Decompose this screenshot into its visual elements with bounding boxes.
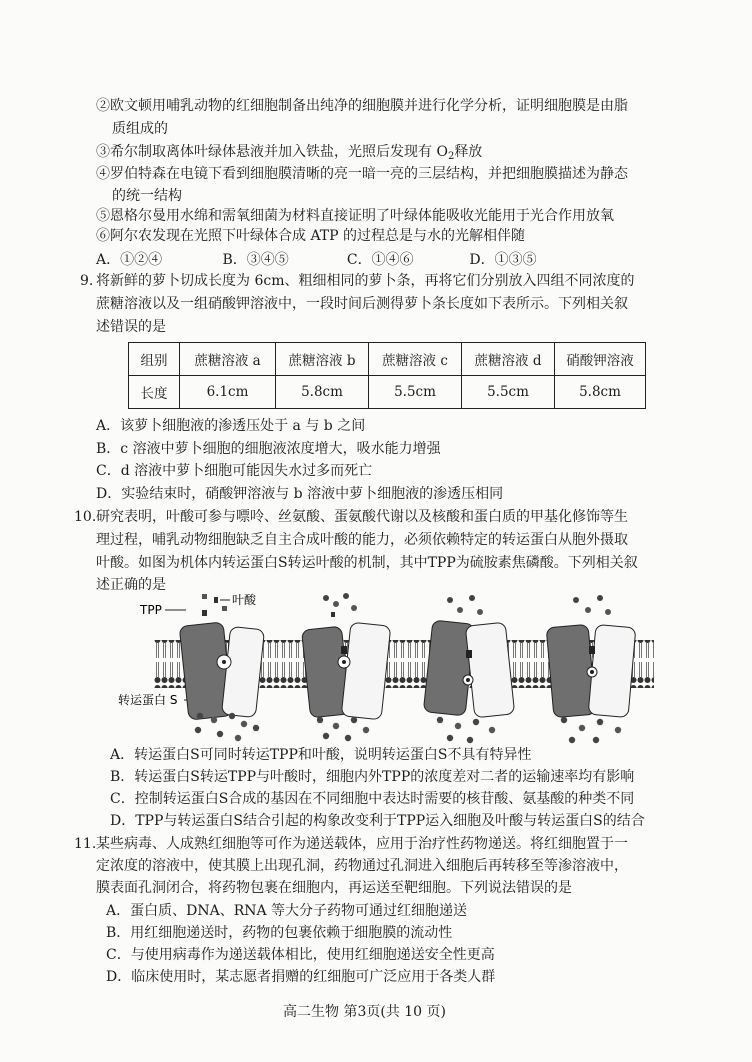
- table-cell: 蔗糖溶液 b: [276, 343, 369, 376]
- q9-option-a: A．该萝卜细胞液的渗透压处于 a 与 b 之间: [96, 418, 366, 434]
- q8-item4-line2: 的统一结构: [112, 188, 182, 204]
- q11-number: 11.: [74, 836, 97, 852]
- q11-option-b: B．用红细胞递送时，药物的包裹依赖于细胞膜的流动性: [106, 925, 453, 941]
- molecules-outside-4: [573, 595, 611, 615]
- q11-option-d: D．临床使用时，某志愿者捐赠的红细胞可广泛应用于各类人群: [106, 969, 496, 985]
- transporter-s-1: [179, 622, 264, 720]
- molecules-inside-4: [561, 717, 621, 743]
- table-cell: 蔗糖溶液 a: [180, 343, 276, 376]
- q9-stem-line1: 将新鲜的萝卜切成长度为 6cm、粗细相同的萝卜条，再将它们分别放入四组不同浓度的: [96, 273, 635, 289]
- table-cell: 6.1cm: [180, 376, 276, 409]
- table-cell: 5.8cm: [276, 376, 369, 409]
- q8-item2-line2: 质组成的: [112, 121, 168, 137]
- molecules-inside-3: [437, 717, 495, 743]
- q8-option-d: D．①③⑤: [469, 252, 537, 268]
- q10-stem-line3: 叶酸。如图为机体内转运蛋白S转运叶酸的机制，其中TPP为硫胺素焦磷酸。下列相关叙: [96, 555, 638, 571]
- q10-option-a: A．转运蛋白S可同时转运TPP和叶酸，说明转运蛋白S不具有特异性: [110, 747, 532, 763]
- transporter-s-4: [546, 624, 636, 717]
- q10-stem-line2: 理过程，哺乳动物细胞缺乏自主合成叶酸的能力，必须依赖特定的转运蛋白从胞外摄取: [96, 532, 628, 548]
- molecules-outside-3: [447, 595, 483, 615]
- q10-option-d: D．TPP与转运蛋白S结合引起的构象改变利于TPP运入细胞及叶酸与转运蛋白S的结合: [110, 813, 645, 829]
- q8-option-c: C．①④⑥: [346, 252, 414, 268]
- q10-option-b: B．转运蛋白S转运TPP与叶酸时，细胞内外TPP的浓度差对二者的运输速率均有影响: [110, 769, 635, 785]
- q8-item5: ⑤恩格尔曼用水绵和需氧细菌为材料直接证明了叶绿体能吸收光能用于光合作用放氧: [96, 208, 614, 224]
- q8-options: [96, 249, 537, 269]
- molecules-outside-2: [323, 593, 357, 617]
- molecules-inside-2: [317, 717, 369, 741]
- q9-option-d: D．实验结束时，硝酸钾溶液与 b 溶液中萝卜细胞液的渗透压相同: [96, 486, 504, 502]
- q9-data-table: [128, 342, 646, 409]
- table-cell: 硝酸钾溶液: [555, 343, 646, 376]
- q11-stem-line3: 膜表面孔洞闭合，将药物包裹在细胞内，再运送至靶细胞。下列说法错误的是: [96, 880, 572, 896]
- q8-item3-sub: 2: [447, 151, 455, 162]
- q10-option-c: C．控制转运蛋白S合成的基因在不同细胞中表达时需要的核苷酸、氨基酸的种类不同: [110, 791, 635, 807]
- table-row: [129, 343, 646, 376]
- q10-stem-line4: 述正确的是: [96, 577, 166, 593]
- fig-label-folate: 叶酸: [232, 593, 257, 607]
- q8-item3-pre: ③希尔制取离体叶绿体悬液并加入铁盐，光照后发现有 O: [96, 144, 448, 160]
- table-cell: 长度: [129, 376, 180, 409]
- transporter-mechanism-figure: [118, 588, 660, 748]
- table-cell: 5.8cm: [555, 376, 646, 409]
- table-cell: 蔗糖溶液 d: [462, 343, 555, 376]
- q8-item2-line1: ②欧文顿用哺乳动物的红细胞制备出纯净的细胞膜并进行化学分析，证明细胞膜是由脂: [96, 98, 628, 114]
- q9-stem-line3: 述错误的是: [96, 319, 166, 335]
- transporter-s-3: [423, 620, 514, 718]
- transporter-s-2: [302, 622, 391, 720]
- table-row: [129, 376, 646, 409]
- table-cell: 5.5cm: [462, 376, 555, 409]
- q11-stem-line1: 某些病毒、人成熟红细胞等可作为递送载体，应用于治疗性药物递送。将红细胞置于一: [96, 836, 628, 852]
- q8-option-b: B．③④⑤: [222, 252, 289, 268]
- q9-number: 9.: [80, 273, 94, 289]
- q10-number: 10.: [74, 509, 97, 525]
- q8-item6: ⑥阿尔农发现在光照下叶绿体合成 ATP 的过程总是与水的光解相伴随: [96, 228, 526, 244]
- q9-stem-line2: 蔗糖溶液以及一组硝酸钾溶液中，一段时间后测得萝卜条长度如下表所示。下列相关叙: [96, 296, 628, 312]
- q10-stem-line1: 研究表明，叶酸可参与嘌呤、丝氨酸、蛋氨酸代谢以及核酸和蛋白质的甲基化修饰等生: [96, 509, 628, 525]
- q11-stem-line2: 定浓度的溶液中，使其膜上出现孔洞，药物通过孔洞进入细胞后再转移至等渗溶液中，: [96, 858, 628, 874]
- q9-option-b: B．c 溶液中萝卜细胞的细胞液浓度增大，吸水能力增强: [96, 441, 441, 457]
- table-cell: 组别: [129, 343, 180, 376]
- page-footer: 高二生物 第3页(共 10 页): [283, 1004, 446, 1020]
- q8-item4-line1: ④罗伯特森在电镜下看到细胞膜清晰的亮一暗一亮的三层结构，并把细胞膜描述为静态: [96, 166, 628, 182]
- molecules-outside-1: [202, 594, 227, 616]
- table-cell: 蔗糖溶液 c: [369, 343, 462, 376]
- q9-option-c: C．d 溶液中萝卜细胞可能因失水过多而死亡: [96, 463, 373, 479]
- q11-option-a: A．蛋白质、DNA、RNA 等大分子药物可通过红细胞递送: [106, 903, 468, 919]
- q8-item3-post: 释放: [454, 144, 483, 160]
- table-cell: 5.5cm: [369, 376, 462, 409]
- q8-item3: [96, 143, 482, 166]
- fig-label-tpp: TPP: [140, 603, 162, 617]
- fig-label-transporter: 转运蛋白 S: [118, 693, 178, 707]
- q8-option-a: A．①②④: [96, 252, 163, 268]
- q11-option-c: C．与使用病毒作为递送载体相比，使用红细胞递送安全性更高: [106, 947, 495, 963]
